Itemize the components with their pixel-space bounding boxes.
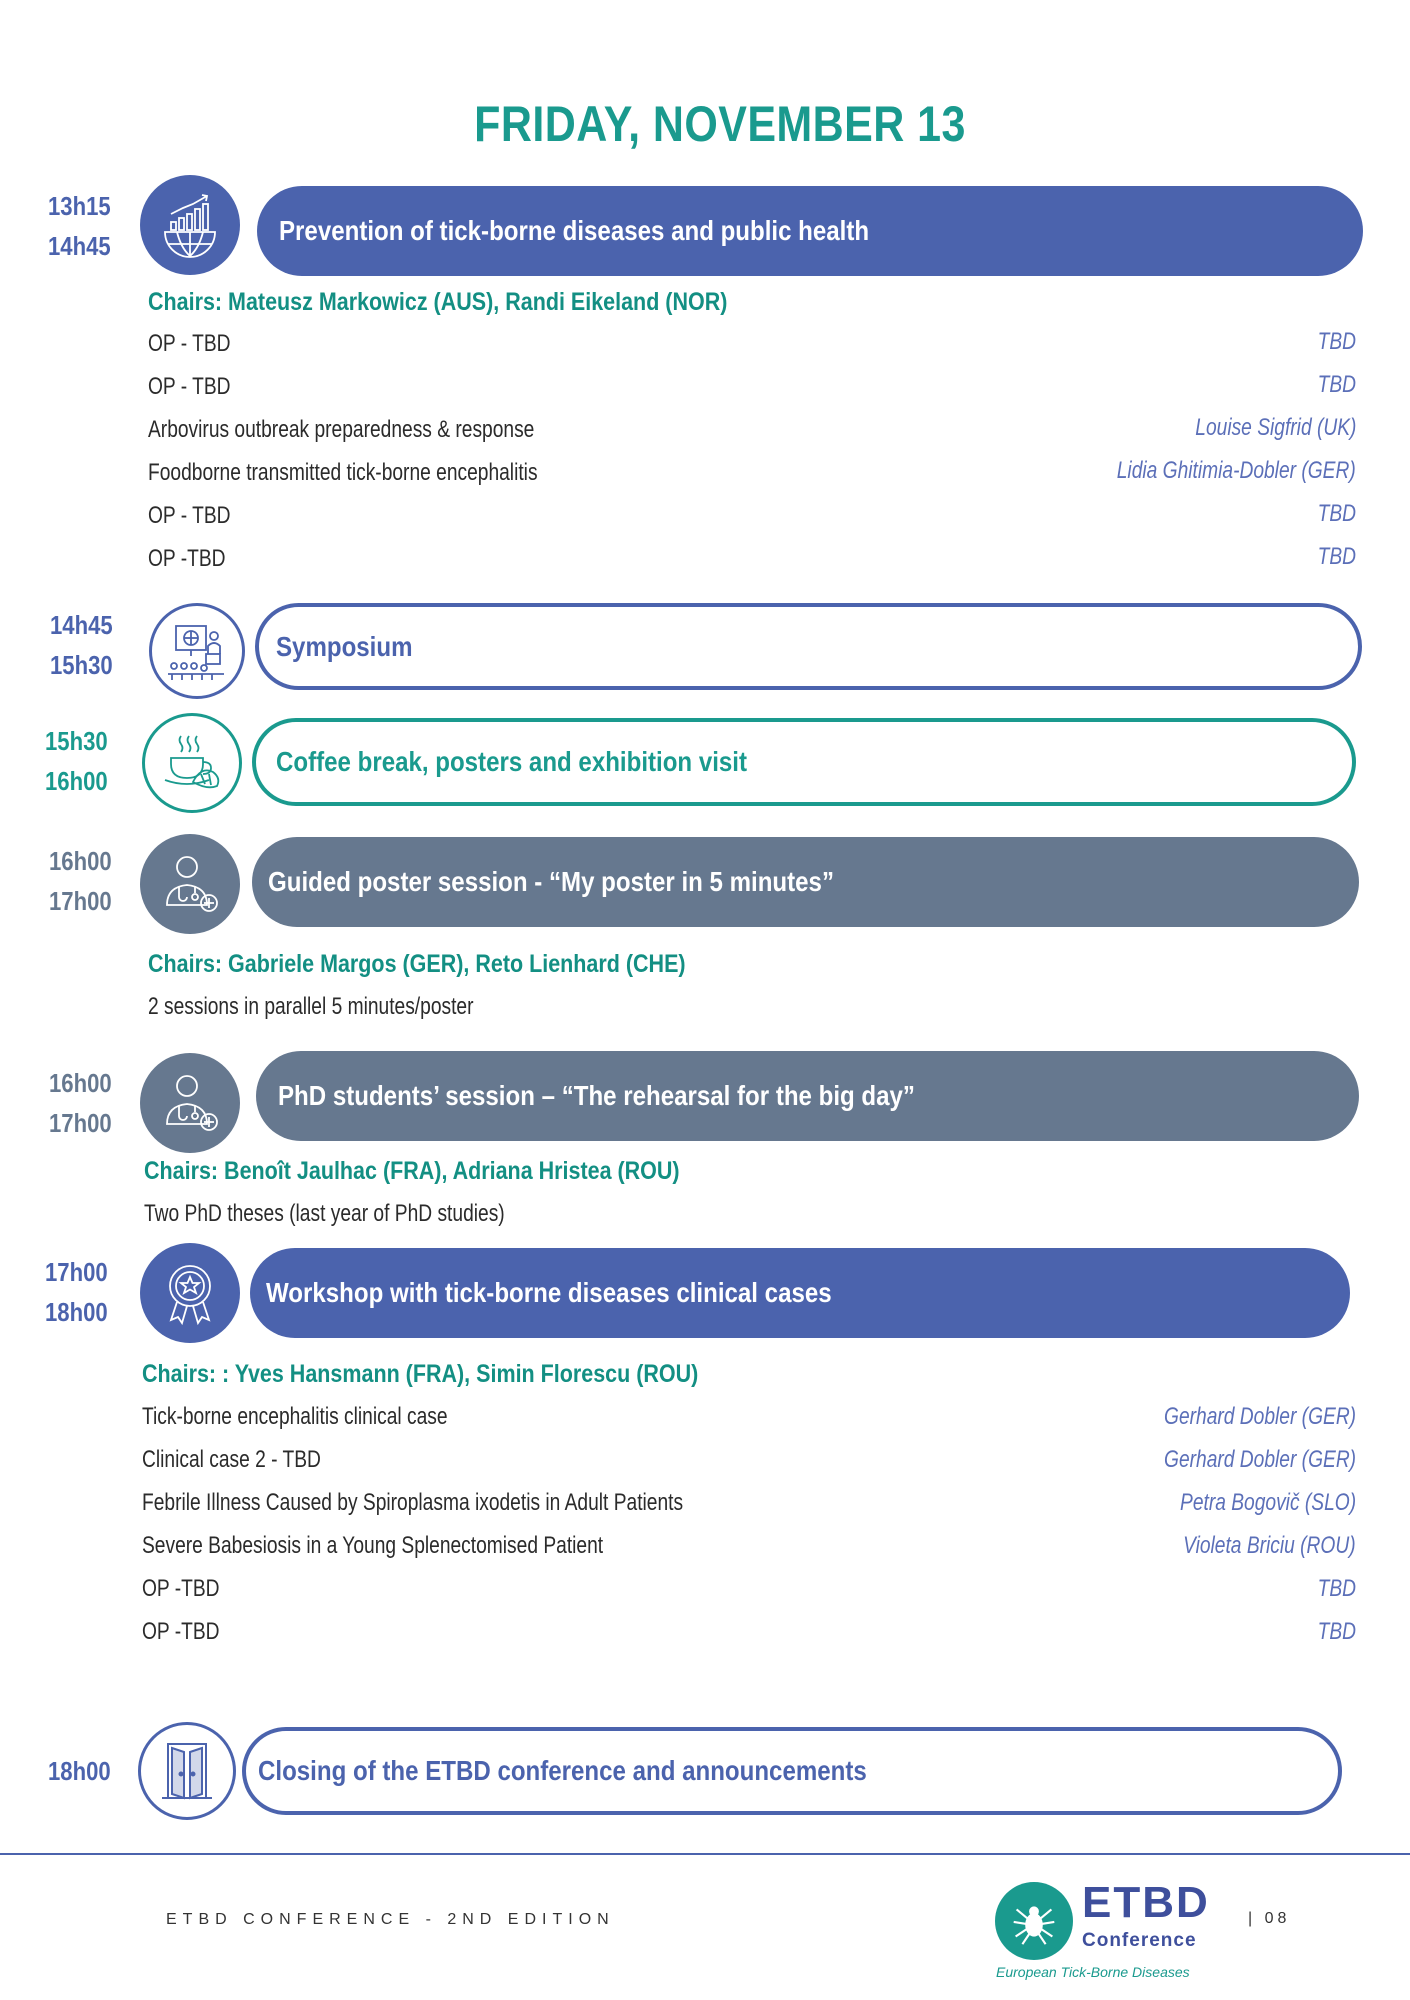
talk-title: OP - TBD xyxy=(148,373,231,400)
talk-speaker: TBD xyxy=(1317,371,1356,398)
session-bar xyxy=(256,1051,1359,1141)
talk-speaker: TBD xyxy=(1317,328,1356,355)
page-number: | 08 xyxy=(1248,1910,1291,1927)
talk-speaker: TBD xyxy=(1317,1575,1356,1602)
session-bar xyxy=(252,718,1356,806)
session-note: Two PhD theses (last year of PhD studies) xyxy=(144,1200,505,1227)
presentation-audience-icon xyxy=(149,603,245,699)
talk-speaker: Gerhard Dobler (GER) xyxy=(1163,1446,1356,1473)
session-chairs: Chairs: Gabriele Margos (GER), Reto Lienhard (CHE) xyxy=(148,950,686,978)
start-time: 15h30 xyxy=(45,726,108,756)
talk-speaker: Lidia Ghitimia-Dobler (GER) xyxy=(1117,457,1356,484)
talk-title: OP -TBD xyxy=(148,545,226,572)
session-title: Coffee break, posters and exhibition visit xyxy=(276,746,748,777)
start-time: 17h00 xyxy=(45,1257,108,1287)
session-time xyxy=(48,1751,111,1791)
logo-tagline: European Tick-Borne Diseases xyxy=(996,1964,1190,1980)
session-bar xyxy=(250,1248,1350,1338)
talk-title: OP - TBD xyxy=(148,330,231,357)
session-title: Closing of the ETBD conference and announcements xyxy=(258,1755,867,1786)
talk-speaker: Gerhard Dobler (GER) xyxy=(1163,1403,1356,1430)
session-chairs: Chairs: Benoît Jaulhac (FRA), Adriana Hristea (ROU) xyxy=(144,1157,680,1185)
session-chairs: Chairs: : Yves Hansmann (FRA), Simin Florescu (ROU) xyxy=(142,1360,699,1388)
session-title: PhD students’ session – “The rehearsal for the big day” xyxy=(278,1080,915,1111)
session-title: Prevention of tick-borne diseases and public health xyxy=(279,215,870,246)
session-bar xyxy=(257,186,1363,276)
talk-title: OP -TBD xyxy=(142,1575,220,1602)
talk-speaker: Louise Sigfrid (UK) xyxy=(1194,414,1356,441)
session-bar xyxy=(242,1727,1342,1815)
talk-speaker: Petra Bogovič (SLO) xyxy=(1179,1489,1356,1516)
start-time: 16h00 xyxy=(49,1068,112,1098)
session-chairs: Chairs: Mateusz Markowicz (AUS), Randi Eikeland (NOR) xyxy=(148,288,728,316)
logo-title: ETBD xyxy=(1082,1878,1210,1927)
talk-speaker: TBD xyxy=(1317,1618,1356,1645)
end-time: 17h00 xyxy=(49,1108,112,1138)
footer-edition: ETBD CONFERENCE - 2ND EDITION xyxy=(166,1911,615,1928)
doctor-icon xyxy=(140,834,240,934)
end-time: 17h00 xyxy=(49,886,112,916)
talk-title: Tick-borne encephalitis clinical case xyxy=(142,1403,448,1430)
page-title: FRIDAY, NOVEMBER 13 xyxy=(474,96,966,152)
session-time xyxy=(45,1252,108,1332)
talk-speaker: TBD xyxy=(1317,543,1356,570)
session-title: Symposium xyxy=(276,630,413,662)
session-bar xyxy=(255,603,1362,690)
talk-speaker: Violeta Briciu (ROU) xyxy=(1183,1532,1356,1559)
talk-title: Febrile Illness Caused by Spiroplasma ixodetis in Adult Patients xyxy=(142,1489,684,1516)
end-time: 16h00 xyxy=(45,766,108,796)
talk-title: Clinical case 2 - TBD xyxy=(142,1446,321,1473)
session-time xyxy=(49,841,112,921)
talk-title: Severe Babesiosis in a Young Splenectomised Patient xyxy=(142,1532,604,1559)
session-time xyxy=(48,186,111,266)
session-time xyxy=(50,605,113,685)
talk-title: Arbovirus outbreak preparedness & response xyxy=(148,416,535,443)
session-time xyxy=(49,1063,112,1143)
talk-title: OP - TBD xyxy=(148,502,231,529)
doctor-icon xyxy=(140,1053,240,1153)
start-time: 16h00 xyxy=(49,846,112,876)
logo-subtitle: Conference xyxy=(1082,1930,1197,1951)
session-time xyxy=(45,721,108,801)
end-time: 15h30 xyxy=(50,650,113,680)
growth-globe-icon xyxy=(140,175,240,275)
start-time: 13h15 xyxy=(48,191,111,221)
talk-speaker: TBD xyxy=(1317,500,1356,527)
award-badge-icon xyxy=(140,1243,240,1343)
end-time: 14h45 xyxy=(48,231,111,261)
tick-logo-icon xyxy=(995,1882,1073,1960)
coffee-croissant-icon xyxy=(142,713,242,813)
session-note: 2 sessions in parallel 5 minutes/poster xyxy=(148,993,474,1020)
start-time: 18h00 xyxy=(48,1756,111,1786)
session-title: Guided poster session - “My poster in 5 minutes” xyxy=(268,866,834,897)
footer-divider xyxy=(0,1853,1410,1855)
session-bar xyxy=(252,837,1359,927)
start-time: 14h45 xyxy=(50,610,113,640)
session-title: Workshop with tick-borne diseases clinical cases xyxy=(266,1277,832,1308)
talk-title: Foodborne transmitted tick-borne encephalitis xyxy=(148,459,538,486)
talk-title: OP -TBD xyxy=(142,1618,220,1645)
door-exit-icon xyxy=(138,1722,236,1820)
end-time: 18h00 xyxy=(45,1297,108,1327)
